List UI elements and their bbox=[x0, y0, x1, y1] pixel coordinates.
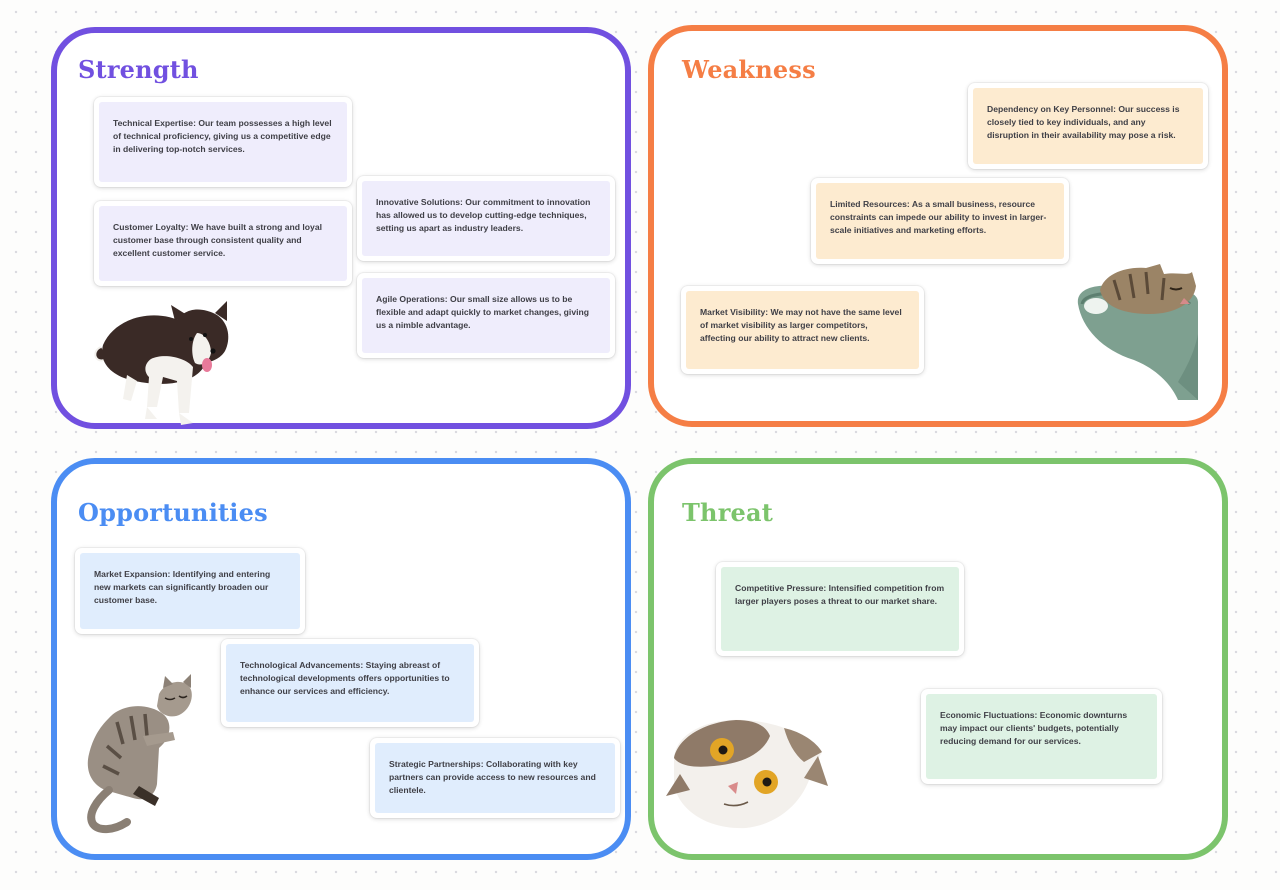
strength-title[interactable]: Strength bbox=[78, 55, 199, 84]
sticky-note-text[interactable]: Technical Expertise: Our team possesses a high level of technical proficiency, giving us a competitive edge in delivering top-notch services. bbox=[99, 102, 347, 182]
sticky-note[interactable] bbox=[357, 176, 615, 261]
sticky-note-text[interactable]: Dependency on Key Personnel: Our success is closely tied to key individuals, and any disruption in their availability may pose a risk. bbox=[973, 88, 1203, 164]
sticky-note[interactable] bbox=[94, 201, 352, 286]
opportunities-title[interactable]: Opportunities bbox=[78, 498, 268, 527]
opportunities-quadrant[interactable] bbox=[51, 458, 631, 860]
dog-sticker[interactable] bbox=[93, 295, 233, 430]
sticky-note-text[interactable]: Limited Resources: As a small business, resource constraints can impede our ability to invest in larger-scale initiatives and marketing efforts. bbox=[816, 183, 1064, 259]
sticky-note-text[interactable]: Technological Advancements: Staying abreast of technological developments offers opportunities to enhance our services and efficiency. bbox=[226, 644, 474, 722]
weakness-quadrant[interactable] bbox=[648, 25, 1228, 427]
sticky-note-text[interactable]: Strategic Partnerships: Collaborating with key partners can provide access to new resources and clientele. bbox=[375, 743, 615, 813]
sticky-note-text[interactable]: Economic Fluctuations: Economic downturns may impact our clients' budgets, potentially reducing demand for our services. bbox=[926, 694, 1157, 779]
upside-down-cat-sticker[interactable] bbox=[666, 712, 828, 836]
sticky-note[interactable] bbox=[811, 178, 1069, 264]
lying-cat-sticker[interactable] bbox=[73, 674, 198, 834]
threat-title[interactable]: Threat bbox=[682, 498, 774, 527]
strength-quadrant[interactable] bbox=[51, 27, 631, 429]
sticky-note[interactable] bbox=[968, 83, 1208, 169]
sticky-note-text[interactable]: Customer Loyalty: We have built a strong and loyal customer base through consistent quality and excellent customer service. bbox=[99, 206, 347, 281]
sticky-note-text[interactable]: Market Expansion: Identifying and entering new markets can significantly broaden our customer base. bbox=[80, 553, 300, 629]
weakness-title[interactable]: Weakness bbox=[682, 55, 816, 84]
sticky-note-text[interactable]: Market Visibility: We may not have the same level of market visibility as larger competitors, affecting our ability to attract new clients. bbox=[686, 291, 919, 369]
sticky-note[interactable] bbox=[716, 562, 964, 656]
sticky-note[interactable] bbox=[681, 286, 924, 374]
sticky-note[interactable] bbox=[75, 548, 305, 634]
sticky-note[interactable] bbox=[921, 689, 1162, 784]
sticky-note-text[interactable]: Innovative Solutions: Our commitment to innovation has allowed us to develop cutting-edge techniques, setting us apart as industry leaders. bbox=[362, 181, 610, 256]
sticky-note-text[interactable]: Agile Operations: Our small size allows us to be flexible and adapt quickly to market changes, giving us a nimble advantage. bbox=[362, 278, 610, 353]
sticky-note[interactable] bbox=[357, 273, 615, 358]
cat-in-pot-sticker[interactable] bbox=[1074, 264, 1204, 404]
sticky-note[interactable] bbox=[94, 97, 352, 187]
sticky-note[interactable] bbox=[370, 738, 620, 818]
threat-quadrant[interactable] bbox=[648, 458, 1228, 860]
sticky-note-text[interactable]: Competitive Pressure: Intensified competition from larger players poses a threat to our market share. bbox=[721, 567, 959, 651]
sticky-note[interactable] bbox=[221, 639, 479, 727]
